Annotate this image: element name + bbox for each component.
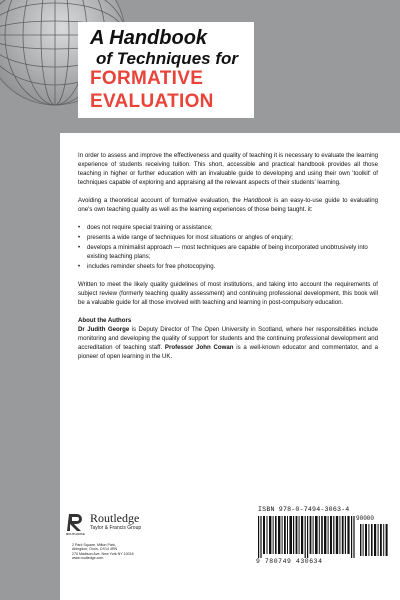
list-item: • includes reminder sheets for free photocopying. (78, 262, 378, 271)
blurb-paragraph-1: In order to assess and improve the effectiveness and quality of teaching it is necessary to evaluate the learning experience of students receiving tuition. This short, accessible and practical handbook provides all those teaching in higher or further education with an invaluable guide to developing and using their own 'toolkit' of techniques capable of exploring and appraising all the relevant aspects of their students' learning. (78, 152, 378, 186)
para2-text: Avoiding a theoretical account of formative evaluation, the (78, 197, 244, 204)
address-line: 270 Madison Ave, New York NY 10016 (72, 551, 134, 556)
author-2-name: Professor John Cowan (164, 344, 234, 351)
barcode-digits: 9 780749 430634 (256, 558, 323, 565)
barcode-icon (256, 514, 396, 558)
title-line-3: FORMATIVE (90, 68, 204, 89)
barcode-block (248, 506, 398, 572)
address-line: Abingdon, Oxon, OX14 4RN (72, 547, 118, 552)
author-2-bio: is a well-known educator and commentator, and a pioneer of open learning in the UK. (78, 344, 378, 360)
title-box (78, 22, 254, 118)
blurb-paragraph-2 (78, 196, 378, 214)
list-item: • presents a wide range of techniques for most situations or angles of enquiry; (78, 233, 378, 242)
author-1-bio: is Deputy Director of The Open University in Scotland, where her responsibilities include monitoring and developing the quality of support for students and the continuing professional development and accreditation of teaching staff. (78, 326, 378, 351)
publisher-group: Taylor & Francis Group (90, 525, 142, 531)
list-item: • does not require special training or assistance; (78, 223, 378, 232)
title-line-2: of Techniques for (96, 49, 238, 68)
routledge-logo-icon (66, 512, 86, 532)
about-heading: About the Authors (78, 317, 132, 324)
list-item: • develops a minimalist approach — most techniques are capable of being incorporated unobtrusively into existing teaching plans; (78, 243, 378, 261)
para2-italic: Handbook (243, 197, 272, 204)
publisher-name: Routledge (90, 511, 140, 525)
address-line: www.routledge.com (72, 556, 104, 561)
para2-text-end: is an easy-to-use guide to evaluating one's own teaching quality as well as the learning experiences of those being taught. it: (78, 197, 378, 213)
title-line-4: EVALUATION (90, 91, 214, 112)
blurb-paragraph-3: Written to meet the likely quality guidelines of most institutions, and taking into account the requirements of subject review (formerly teaching quality assessment) and continuing professional development, this book will be a valuable guide for all those involved with teaching and learning in post-compulsory education. (78, 281, 378, 306)
address-line: 2 Park Square, Milton Park, (72, 543, 116, 547)
routledge-logo-text: ROUTLEDGE (66, 532, 85, 536)
barcode-addon-digits: 90000 (356, 515, 375, 522)
about-text (78, 325, 378, 361)
isbn-text: ISBN 978-0-7494-3063-4 (258, 506, 350, 513)
title-line-1: A Handbook (90, 27, 208, 49)
feature-list (78, 223, 378, 271)
author-1-name: Dr Judith George (78, 326, 130, 333)
publisher-address (72, 543, 192, 561)
